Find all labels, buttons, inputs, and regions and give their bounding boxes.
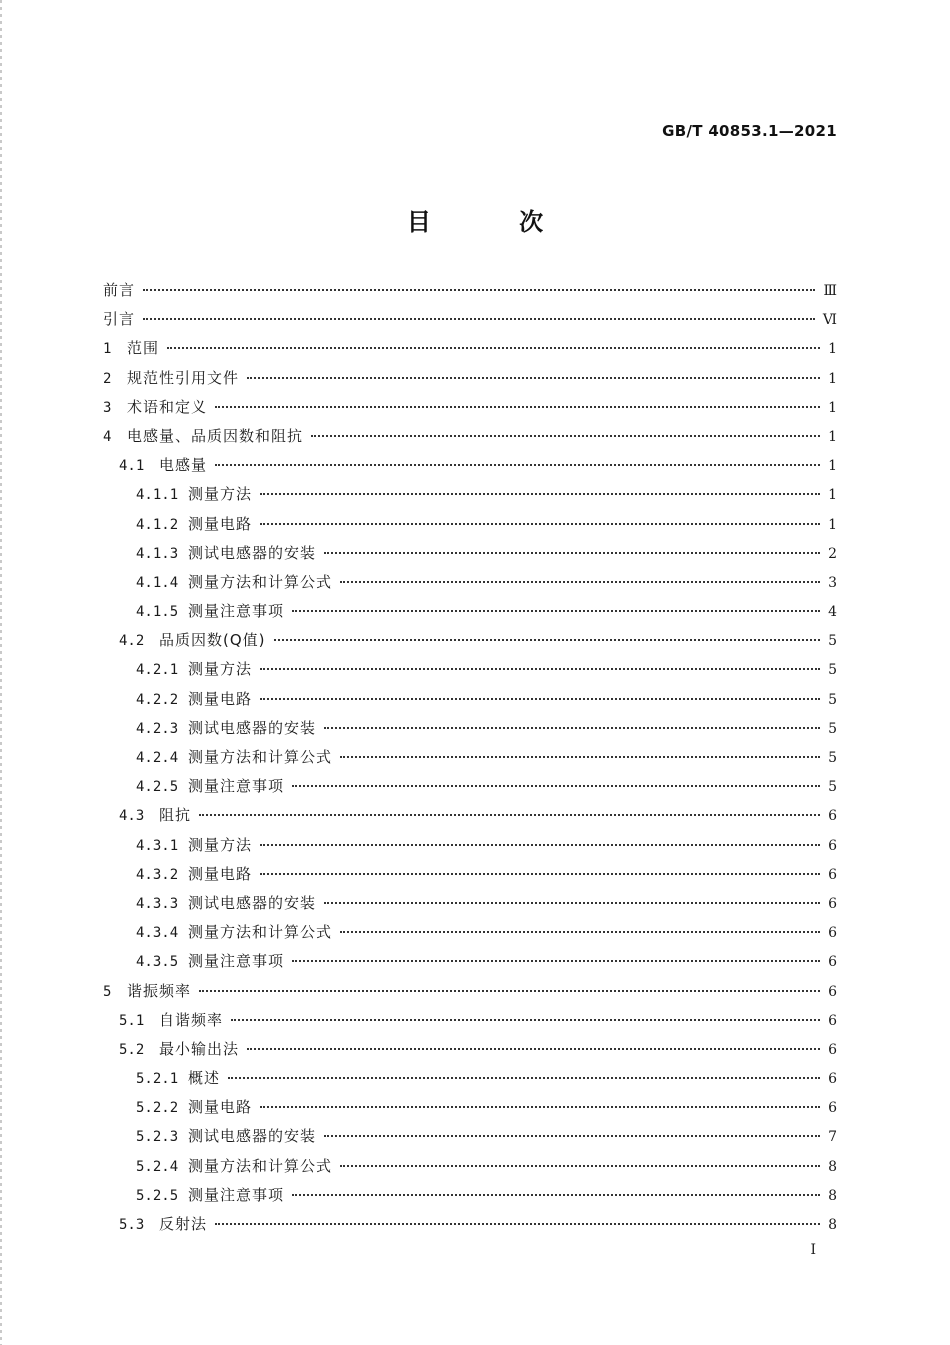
toc-entry[interactable] (103, 1096, 837, 1125)
toc-entry-page: 6 (828, 1012, 837, 1029)
toc-entry-label: 品质因数(Q值) (159, 631, 266, 650)
toc-dot-leader (324, 552, 820, 554)
toc-entry-page: Ⅵ (822, 312, 837, 329)
toc-entry-page: 7 (828, 1129, 837, 1146)
toc-entry-page: 6 (828, 925, 837, 942)
toc-dot-leader (143, 318, 815, 320)
toc-entry-label: 规范性引用文件 (127, 368, 240, 387)
toc-dot-leader (215, 1223, 820, 1225)
toc-entry-label: 测试电感器的安装 (188, 1127, 317, 1146)
toc-entry-page: 1 (828, 458, 837, 475)
toc-entry-page: 8 (828, 1187, 837, 1204)
toc-dot-leader (340, 581, 820, 583)
toc-entry[interactable] (103, 367, 837, 396)
toc-entry[interactable] (103, 834, 837, 863)
toc-entry[interactable] (103, 804, 837, 833)
toc-dot-leader (292, 1194, 820, 1196)
toc-dot-leader (143, 289, 815, 291)
toc-entry[interactable] (103, 775, 837, 804)
toc-entry[interactable] (103, 308, 837, 337)
toc-entry-number: 4.1.1 (136, 487, 179, 504)
toc-dot-leader (340, 756, 820, 758)
toc-entry-label: 范围 (127, 339, 160, 358)
toc-entry-label: 测量电路 (188, 514, 253, 533)
toc-entry-page: 6 (828, 1041, 837, 1058)
toc-entry-page: 1 (828, 341, 837, 358)
toc-entry[interactable] (103, 337, 837, 366)
toc-entry-page: 4 (828, 604, 837, 621)
toc-title: 目 次 (406, 208, 584, 236)
toc-entry-label: 测量注意事项 (188, 1185, 285, 1204)
toc-entry-number: 3 (103, 399, 112, 416)
toc-dot-leader (260, 698, 820, 700)
toc-entry-number: 4.2.3 (136, 720, 179, 737)
toc-entry-page: 5 (828, 750, 837, 766)
toc-entry-label: 术语和定义 (127, 397, 208, 416)
toc-entry-number: 4.3.2 (136, 866, 179, 883)
toc-dot-leader (274, 639, 821, 641)
toc-dot-leader (228, 1077, 820, 1079)
toc-entry-number: 4.3.4 (136, 925, 179, 942)
toc-entry[interactable] (103, 921, 837, 950)
toc-entry-page: 1 (828, 428, 837, 445)
toc-entry[interactable] (103, 863, 837, 892)
toc-entry-label: 阻抗 (159, 806, 192, 825)
toc-dot-leader (324, 902, 820, 904)
toc-entry-number: 5.2.5 (136, 1187, 179, 1204)
toc-entry-page: 5 (828, 691, 837, 708)
toc-dot-leader (215, 464, 820, 466)
toc-entry-number: 5.2.4 (136, 1158, 179, 1175)
toc-entry-number: 4.2.1 (136, 662, 179, 679)
toc-dot-leader (292, 785, 820, 787)
toc-dot-leader (260, 1106, 820, 1108)
toc-entry-number: 5 (103, 983, 112, 1000)
toc-entry[interactable] (103, 688, 837, 717)
toc-entry-label: 电感量 (159, 456, 208, 475)
toc-entry-page: 3 (828, 574, 837, 591)
toc-entry[interactable] (103, 1184, 837, 1213)
toc-entry-label: 概述 (188, 1069, 221, 1088)
toc-entry-page: 1 (828, 516, 837, 533)
toc-dot-leader (340, 931, 820, 933)
toc-entry-number: 4.2.5 (136, 779, 179, 796)
toc-dot-leader (215, 406, 820, 408)
toc-entry-number: 4.1.3 (136, 545, 179, 562)
toc-entry[interactable] (103, 513, 837, 542)
toc-entry[interactable] (103, 629, 837, 658)
toc-dot-leader (292, 960, 820, 962)
toc-entry-page: 5 (828, 633, 837, 650)
toc-entry-page: 5 (828, 720, 837, 737)
toc-entry-label: 谐振频率 (127, 981, 192, 1000)
toc-entry-label: 测量方法 (188, 660, 253, 679)
toc-entry-label: 测试电感器的安装 (188, 718, 317, 737)
toc-entry[interactable] (103, 600, 837, 629)
toc-entry[interactable] (103, 892, 837, 921)
toc-dot-leader (247, 1048, 820, 1050)
toc-entry-number: 4.1.2 (136, 516, 179, 533)
toc-entry-page: 2 (828, 545, 837, 562)
toc-entry[interactable] (103, 279, 837, 308)
toc-entry-label: 测量方法和计算公式 (188, 748, 333, 766)
toc-entry-label: 测量注意事项 (188, 777, 285, 796)
toc-dot-leader (231, 1019, 820, 1021)
toc-entry-page: Ⅲ (823, 283, 837, 299)
toc-entry-page: 6 (828, 1071, 837, 1088)
table-of-contents (103, 279, 837, 1242)
toc-entry-number: 5.2 (119, 1041, 145, 1058)
toc-entry-page: 8 (828, 1158, 837, 1175)
toc-entry[interactable] (103, 1009, 837, 1038)
toc-entry-number: 4.3.5 (136, 954, 179, 971)
toc-entry-number: 4.2 (119, 633, 145, 650)
toc-entry[interactable] (103, 1213, 837, 1242)
toc-entry[interactable] (103, 980, 837, 1009)
toc-entry-number: 4.3.3 (136, 895, 179, 912)
toc-entry-label: 反射法 (159, 1215, 208, 1233)
toc-dot-leader (340, 1165, 820, 1167)
toc-entry-page: 1 (828, 370, 837, 387)
toc-entry-page: 6 (828, 895, 837, 912)
toc-entry[interactable] (103, 396, 837, 425)
toc-entry[interactable] (103, 454, 837, 483)
toc-entry-number: 4.2.2 (136, 691, 179, 708)
toc-entry[interactable] (103, 1125, 837, 1154)
toc-entry-number: 1 (103, 341, 112, 358)
toc-entry-label: 测量注意事项 (188, 952, 285, 971)
toc-entry[interactable] (103, 483, 837, 512)
toc-entry-number: 5.2.3 (136, 1129, 179, 1146)
toc-dot-leader (260, 873, 820, 875)
toc-entry[interactable] (103, 950, 837, 979)
toc-entry-number: 5.2.1 (136, 1071, 179, 1088)
toc-entry[interactable] (103, 1067, 837, 1096)
toc-entry-number: 4.1.5 (136, 604, 179, 621)
toc-entry-number: 4.2.4 (136, 750, 179, 766)
toc-entry-number: 4.1.4 (136, 574, 179, 591)
toc-dot-leader (199, 814, 820, 816)
toc-entry-label: 测量注意事项 (188, 602, 285, 621)
toc-entry-label: 测试电感器的安装 (188, 893, 317, 912)
toc-entry-label: 前言 (103, 281, 136, 299)
toc-entry-label: 测量方法 (188, 835, 253, 854)
toc-entry[interactable] (103, 1038, 837, 1067)
toc-entry-number: 5.3 (119, 1217, 145, 1233)
toc-entry[interactable] (103, 1155, 837, 1184)
toc-entry-number: 5.1 (119, 1012, 145, 1029)
toc-entry-number: 4.3 (119, 808, 145, 825)
toc-entry-page: 6 (828, 1100, 837, 1117)
toc-dot-leader (260, 493, 820, 495)
toc-entry[interactable] (103, 425, 837, 454)
toc-dot-leader (247, 377, 820, 379)
toc-entry-label: 自谐频率 (159, 1010, 224, 1029)
toc-entry-label: 最小输出法 (159, 1039, 240, 1058)
toc-dot-leader (260, 523, 820, 525)
toc-entry-label: 测量方法和计算公式 (188, 1156, 333, 1175)
toc-dot-leader (311, 435, 820, 437)
toc-entry-label: 测试电感器的安装 (188, 543, 317, 562)
toc-entry-label: 测量电路 (188, 689, 253, 708)
toc-entry-page: 5 (828, 662, 837, 679)
toc-entry[interactable] (103, 571, 837, 600)
toc-dot-leader (199, 990, 820, 992)
toc-entry-page: 6 (828, 866, 837, 883)
toc-entry-label: 测量电路 (188, 864, 253, 883)
toc-entry-label: 电感量、品质因数和阻抗 (127, 426, 304, 445)
toc-entry-page: 1 (828, 399, 837, 416)
toc-entry-number: 5.2.2 (136, 1100, 179, 1117)
toc-entry-page: 6 (828, 954, 837, 971)
toc-entry-page: 6 (828, 837, 837, 854)
toc-dot-leader (324, 1135, 820, 1137)
toc-entry-page: 6 (828, 983, 837, 1000)
toc-entry-number: 4 (103, 428, 112, 445)
document-number: GB/T 40853.1—2021 (662, 122, 837, 140)
toc-entry-page: 1 (828, 487, 837, 504)
toc-entry-label: 测量方法和计算公式 (188, 923, 333, 942)
toc-entry-label: 测量方法和计算公式 (188, 572, 333, 591)
toc-dot-leader (167, 347, 820, 349)
toc-entry-page: 5 (828, 779, 837, 796)
toc-entry-label: 测量方法 (188, 485, 253, 504)
toc-entry[interactable] (103, 746, 837, 775)
page-number: Ⅰ (810, 1242, 816, 1258)
toc-dot-leader (324, 727, 820, 729)
toc-entry-label: 测量电路 (188, 1098, 253, 1117)
toc-dot-leader (260, 844, 820, 846)
toc-entry-number: 4.1 (119, 458, 145, 475)
toc-dot-leader (292, 610, 820, 612)
toc-entry-number: 4.3.1 (136, 837, 179, 854)
toc-entry[interactable] (103, 658, 837, 687)
toc-entry-page: 6 (828, 808, 837, 825)
toc-entry[interactable] (103, 542, 837, 571)
toc-entry-number: 2 (103, 370, 112, 387)
toc-entry[interactable] (103, 717, 837, 746)
toc-entry-label: 引言 (103, 310, 136, 329)
toc-entry-page: 8 (828, 1217, 837, 1233)
toc-dot-leader (260, 668, 820, 670)
